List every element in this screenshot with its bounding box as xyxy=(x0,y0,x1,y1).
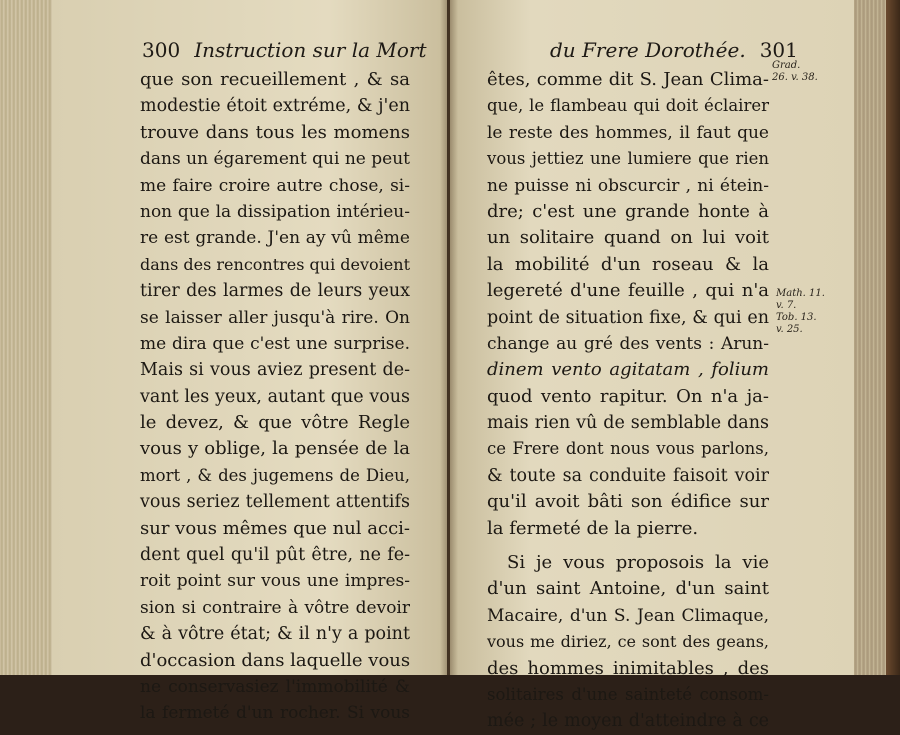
text-line: dent quel qu'il pût être, ne fe- xyxy=(140,545,410,566)
text-line: la mobilité d'un roseau & la xyxy=(487,253,769,275)
text-line: vous y oblige, la pensée de la xyxy=(140,438,410,460)
text-line: Mais si vous aviez present de- xyxy=(140,360,410,381)
text-line: la fermeté d'un rocher. Si vous xyxy=(140,703,410,724)
text-line: vous jettiez une lumiere que rien xyxy=(487,149,769,169)
text-line: me faire croire autre chose, si- xyxy=(140,175,410,196)
text-line: un solitaire quand on lui voit xyxy=(487,227,769,249)
text-line: se laisser aller jusqu'à rire. On xyxy=(140,307,410,328)
margin-note-line: v. 7. xyxy=(776,300,797,311)
text-line: Macaire, d'un S. Jean Climaque, xyxy=(487,605,769,626)
text-line: êtes, comme dit S. Jean Clima- xyxy=(487,69,769,90)
text-line: sion si contraire à vôtre devoir xyxy=(140,597,410,618)
text-line: & toute sa conduite faisoit voir xyxy=(487,465,769,486)
text-line: des hommes inimitables , des xyxy=(487,657,769,679)
margin-note-line: Math. 11. xyxy=(776,288,825,299)
text-line: mée ; le moyen d'atteindre à ce xyxy=(487,711,769,732)
text-line: tirer des larmes de leurs yeux xyxy=(140,281,410,302)
text-line: ne puisse ni obscurcir , ni étein- xyxy=(487,175,769,196)
text-line: modestie étoit extréme, & j'en xyxy=(140,96,410,117)
right-page-number: 301 xyxy=(759,38,798,62)
text-line: solitaires d'une sainteté consom- xyxy=(487,684,769,704)
text-line: vant les yeux, autant que vous xyxy=(140,386,410,407)
right-running-head xyxy=(550,38,798,62)
text-line: me dira que c'est une surprise. xyxy=(140,333,410,354)
text-line: que, le flambeau qui doit éclairer xyxy=(487,96,769,116)
margin-note-line: v. 25. xyxy=(776,324,803,335)
paragraph-gap xyxy=(487,542,769,550)
margin-note-line: 26. v. 38. xyxy=(772,72,818,83)
text-line: Si je vous proposois la vie xyxy=(507,552,769,574)
text-line: le devez, & que vôtre Regle xyxy=(140,412,410,434)
text-line-latin-quote: dinem vento agitatam , folium xyxy=(487,359,769,381)
text-line: ce Frere dont nous vous parlons, xyxy=(487,439,769,459)
margin-note-line: Tob. 13. xyxy=(776,312,817,323)
text-line: point de situation fixe, & qui en xyxy=(487,307,769,328)
text-line: dre; c'est une grande honte à xyxy=(487,200,769,222)
text-line: quod vento rapitur. On n'a ja- xyxy=(487,385,769,407)
book-cover-edge xyxy=(886,0,900,675)
text-line: le reste des hommes, il faut que xyxy=(487,122,769,143)
margin-note-grad xyxy=(772,60,818,84)
text-line: ne conservasiez l'immobilité & xyxy=(140,676,410,697)
margin-note-line: Grad. xyxy=(772,60,801,71)
text-line: sur vous mêmes que nul acci- xyxy=(140,517,410,539)
text-line: mais rien vû de semblable dans xyxy=(487,413,769,434)
book-gutter xyxy=(440,0,458,675)
text-line: roit point sur vous une impres- xyxy=(140,571,410,592)
margin-note-math-tob xyxy=(776,288,825,336)
text-line: non que la dissipation intérieu- xyxy=(140,201,410,222)
text-line: la fermeté de la pierre. xyxy=(487,517,699,539)
left-page-number: 300 xyxy=(142,38,181,62)
text-line: d'un saint Antoine, d'un saint xyxy=(487,578,769,600)
text-line: change au gré des vents : Arun- xyxy=(487,333,769,354)
text-line: trouve dans tous les momens xyxy=(140,121,410,143)
text-line: qu'il avoit bâti son édifice sur xyxy=(487,491,769,513)
text-line: d'occasion dans laquelle vous xyxy=(140,649,411,671)
text-line: dans un égarement qui ne peut xyxy=(140,149,410,170)
left-page-text xyxy=(140,67,410,727)
left-running-head xyxy=(142,38,426,62)
right-page-text xyxy=(487,67,769,735)
text-line: mort , & des jugemens de Dieu, xyxy=(140,465,410,485)
text-line: dans des rencontres qui devoient xyxy=(140,254,411,274)
text-line: re est grande. J'en ay vû même xyxy=(140,228,410,249)
text-line: que son recueillement , & sa xyxy=(140,69,410,90)
text-line: & à vôtre état; & il n'y a point xyxy=(140,624,410,645)
text-line: legereté d'une feuille , qui n'a xyxy=(487,280,769,302)
right-running-title: du Frere Dorothée. xyxy=(550,38,746,62)
left-page-edges xyxy=(0,0,52,675)
left-running-title: Instruction sur la Mort xyxy=(194,38,427,62)
text-line: vous seriez tellement attentifs xyxy=(140,492,410,513)
text-line: vous me diriez, ce sont des geans, xyxy=(487,632,769,652)
